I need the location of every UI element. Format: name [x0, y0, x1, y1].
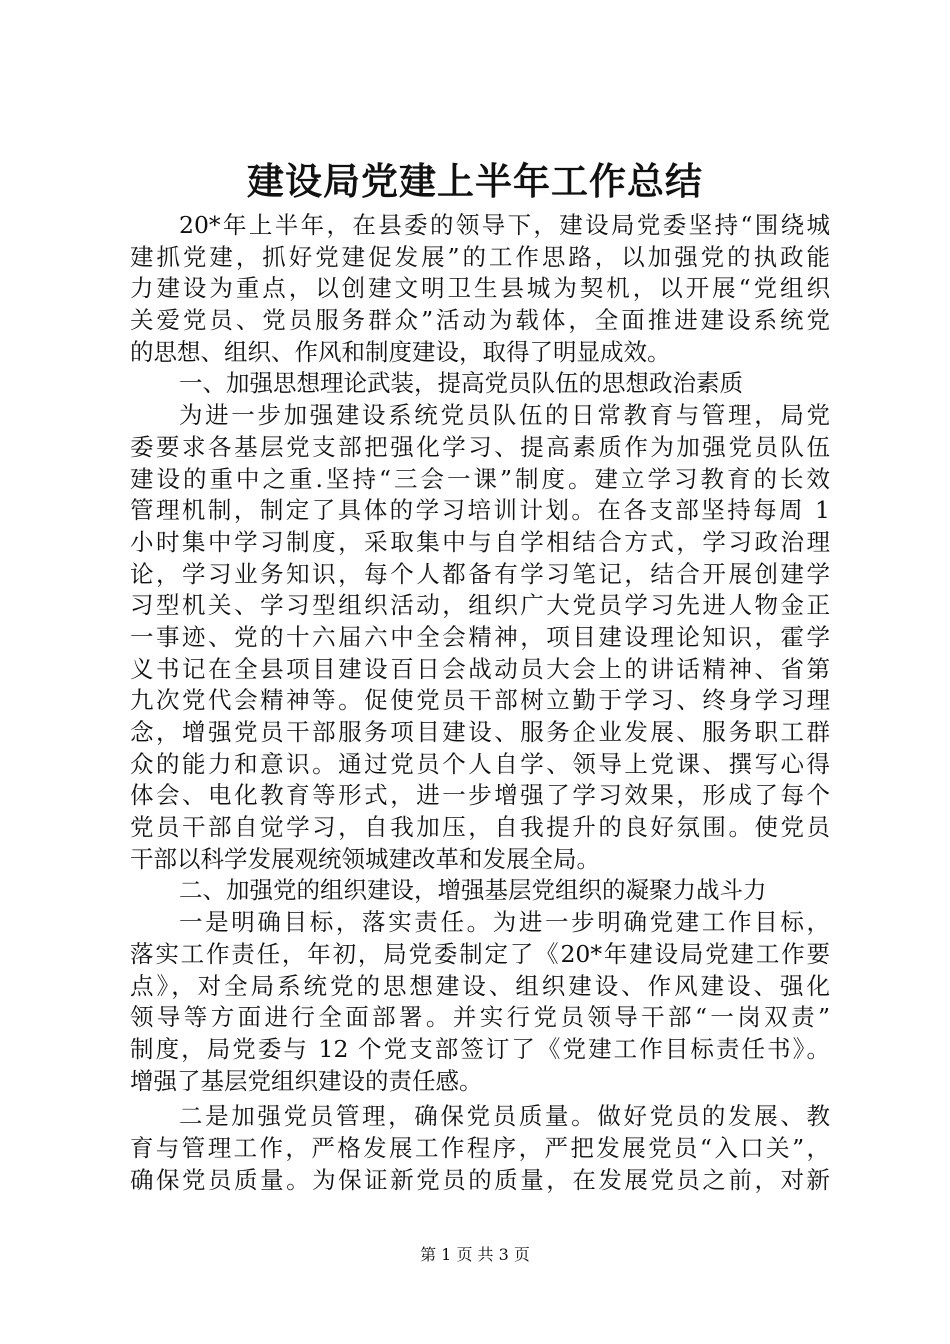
paragraph-line: 领导等方面进行全面部署。并实行党员领导干部“一岗双责” [130, 1003, 830, 1032]
section-heading: 二、加强党的组织建设，增强基层党组织的凝聚力战斗力 [179, 876, 767, 905]
paragraph-line: 制度，局党委与 12 个党支部签订了《党建工作目标责任书》。 [130, 1034, 830, 1063]
document-title: 建设局党建上半年工作总结 [247, 160, 703, 203]
paragraph-line: 小时集中学习制度，采取集中与自学相结合方式，学习政治理 [130, 527, 830, 556]
paragraph-line: 二是加强党员管理，确保党员质量。做好党员的发展、教 [179, 1102, 830, 1131]
paragraph-line: 习型机关、学习型组织活动，组织广大党员学习先进人物金正 [130, 591, 830, 620]
paragraph-line: 念，增强党员干部服务项目建设、服务企业发展、服务职工群 [130, 718, 830, 746]
paragraph-line: 育与管理工作，严格发展工作程序，严把发展党员“入口关”， [130, 1133, 830, 1162]
paragraph-line: 20*年上半年，在县委的领导下，建设局党委坚持“围绕城 [179, 211, 830, 239]
paragraph-line: 党员干部自觉学习，自我加压，自我提升的良好氛围。使党员 [130, 813, 830, 842]
paragraph-line: 建设的重中之重.坚持“三会一课”制度。建立学习教育的长效 [130, 464, 830, 493]
paragraph-line: 关爱党员、党员服务群众”活动为载体，全面推进建设系统党 [130, 306, 830, 335]
page-number-footer: 第 1 页 共 3 页 [420, 1245, 530, 1264]
paragraph-line: 干部以科学发展观统领城建改革和发展全局。 [130, 844, 600, 873]
paragraph-line: 义书记在全县项目建设百日会战动员大会上的讲话精神、省第 [130, 654, 830, 683]
section-heading: 一、加强思想理论武装，提高党员队伍的思想政治素质 [179, 369, 743, 398]
paragraph-line: 的思想、组织、作风和制度建设，取得了明显成效。 [130, 337, 671, 366]
paragraph-line: 落实工作责任，年初，局党委制定了《20*年建设局党建工作要 [130, 939, 830, 968]
paragraph-line: 增强了基层党组织建设的责任感。 [130, 1066, 483, 1095]
paragraph-line: 一事迹、党的十六届六中全会精神，项目建设理论知识，霍学 [130, 622, 830, 651]
paragraph-line: 为进一步加强建设系统党员队伍的日常教育与管理，局党 [179, 401, 830, 430]
paragraph-line: 点》，对全局系统党的思想建设、组织建设、作风建设、强化 [130, 971, 830, 1000]
paragraph-line: 众的能力和意识。通过党员个人自学、领导上党课、撰写心得 [130, 749, 830, 778]
paragraph-line: 论，学习业务知识，每个人都备有学习笔记，结合开展创建学 [130, 559, 830, 588]
paragraph-line: 管理机制，制定了具体的学习培训计划。在各支部坚持每周 1 [130, 496, 830, 525]
paragraph-line: 力建设为重点，以创建文明卫生县城为契机，以开展“党组织 [130, 274, 830, 303]
paragraph-line: 体会、电化教育等形式，进一步增强了学习效果，形成了每个 [130, 781, 830, 810]
paragraph-line: 一是明确目标，落实责任。为进一步明确党建工作目标， [179, 908, 830, 937]
paragraph-line: 建抓党建，抓好党建促发展”的工作思路，以加强党的执政能 [130, 242, 830, 271]
paragraph-line: 九次党代会精神等。促使党员干部树立勤于学习、终身学习理 [130, 686, 830, 715]
paragraph-line: 确保党员质量。为保证新党员的质量，在发展党员之前，对新 [130, 1165, 830, 1194]
paragraph-line: 委要求各基层党支部把强化学习、提高素质作为加强党员队伍 [130, 432, 830, 461]
document-body [130, 210, 830, 1196]
